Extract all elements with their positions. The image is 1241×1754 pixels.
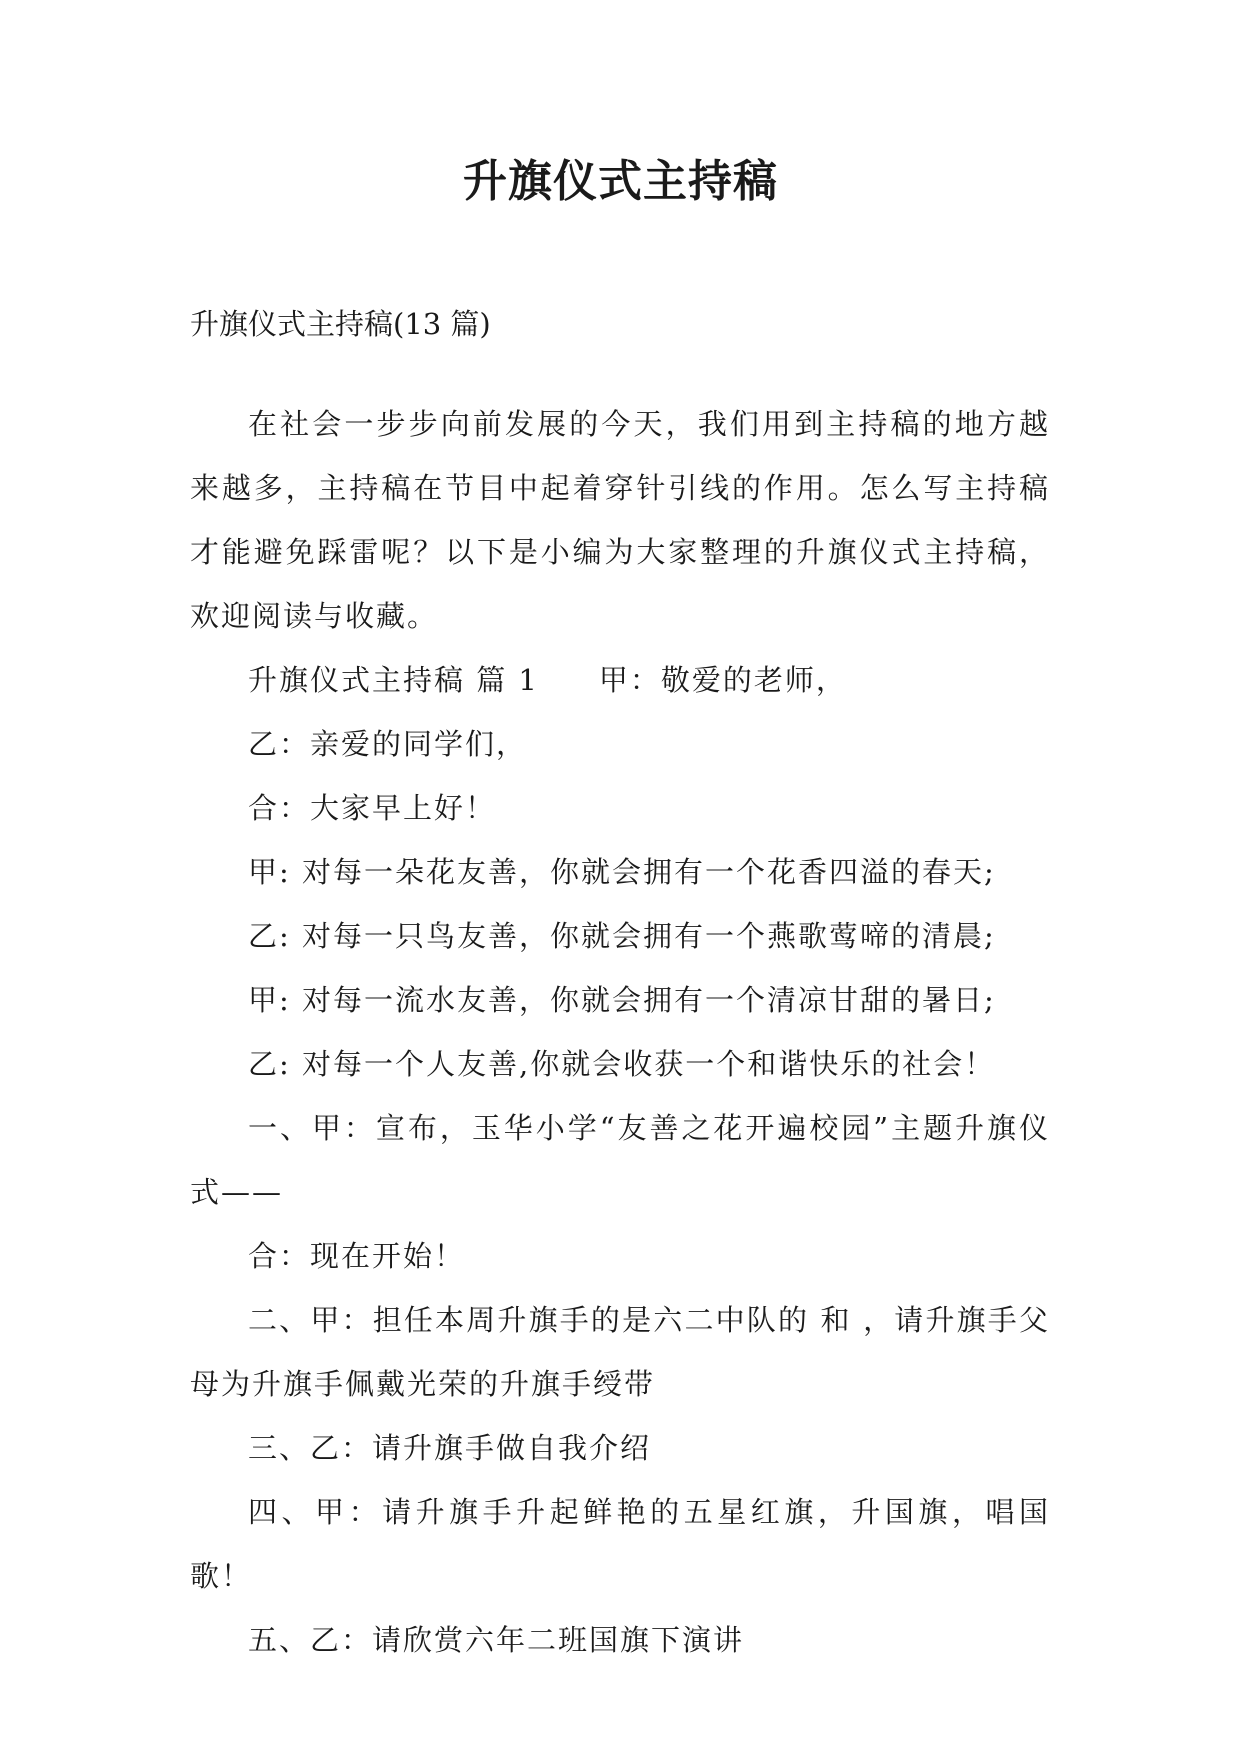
section-first-line: 甲：敬爱的老师， <box>598 663 847 697</box>
script-line: 甲: 对每一朵花友善，你就会拥有一个花香四溢的春天; <box>248 855 996 889</box>
script-line: 二、甲：担任本周升旗手的是六二中队的 和 ，请升旗手父母为升旗手佩戴光荣的升旗手绶带 <box>190 1303 1050 1401</box>
document-body <box>190 292 1050 1672</box>
script-line: 五、乙：请欣赏六年二班国旗下演讲 <box>248 1623 745 1657</box>
section-heading-line <box>190 648 1050 712</box>
script-line: 合：大家早上好！ <box>248 791 497 825</box>
script-line: 四、甲：请升旗手升起鲜艳的五星红旗，升国旗，唱国歌！ <box>190 1495 1050 1593</box>
document-subtitle: 升旗仪式主持稿(13 篇) <box>190 307 491 341</box>
script-line: 甲: 对每一流水友善，你就会拥有一个清凉甘甜的暑日; <box>248 983 996 1017</box>
script-line: 乙: 对每一个人友善,你就会收获一个和谐快乐的社会！ <box>248 1047 996 1081</box>
script-line: 三、乙：请升旗手做自我介绍 <box>248 1431 652 1465</box>
script-line: 乙: 对每一只鸟友善，你就会拥有一个燕歌莺啼的清晨; <box>248 919 996 953</box>
script-line: 乙：亲爱的同学们， <box>248 727 528 761</box>
script-line: 一、甲：宣布，玉华小学“友善之花开遍校园”主题升旗仪式—— <box>190 1111 1050 1209</box>
intro-paragraph: 在社会一步步向前发展的今天，我们用到主持稿的地方越来越多，主持稿在节目中起着穿针引线的作用。怎么写主持稿才能避免踩雷呢？以下是小编为大家整理的升旗仪式主持稿，欢迎阅读与收藏。 <box>190 407 1050 633</box>
document-title: 升旗仪式主持稿 <box>463 156 778 207</box>
section-heading: 升旗仪式主持稿 篇 1 <box>248 663 539 697</box>
script-line: 合：现在开始！ <box>248 1239 466 1273</box>
